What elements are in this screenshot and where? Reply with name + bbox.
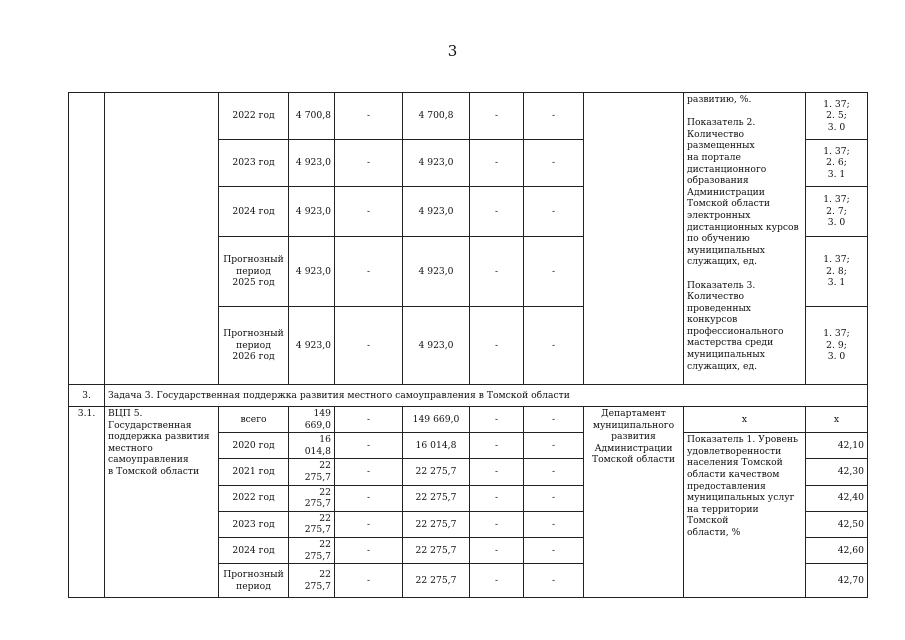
value-cell: 42,10 bbox=[806, 433, 868, 459]
period-cell: Прогнозный период 2026 год bbox=[219, 307, 289, 385]
total-cell: 4 923,0 bbox=[289, 307, 335, 385]
task-number: 3. bbox=[69, 385, 105, 407]
period-cell: Прогнозный период bbox=[219, 564, 289, 598]
total-cell: 22 275,7 bbox=[289, 511, 335, 537]
total-cell: 4 923,0 bbox=[289, 237, 335, 307]
municipal-cell: - bbox=[470, 511, 524, 537]
period-cell: 2023 год bbox=[219, 511, 289, 537]
federal-cell: - bbox=[335, 511, 403, 537]
value-cell: 42,60 bbox=[806, 537, 868, 563]
period-cell: всего bbox=[219, 407, 289, 433]
municipal-cell: - bbox=[470, 140, 524, 187]
regional-cell: 4 923,0 bbox=[403, 237, 470, 307]
period-cell: 2024 год bbox=[219, 187, 289, 237]
total-cell: 22 275,7 bbox=[289, 485, 335, 511]
municipal-cell: - bbox=[470, 237, 524, 307]
other-cell: - bbox=[524, 187, 584, 237]
total-cell: 16 014,8 bbox=[289, 433, 335, 459]
total-cell: 4 700,8 bbox=[289, 93, 335, 140]
value-header: x bbox=[806, 407, 868, 433]
indicators-cell: развитию, %. Показатель 2. Количество размещенных на портале дистанционного образования Администрации Томской области электронных дистанционных курсов по обучению муниципальных служащих, ед. Показатель 3. Количество проведенных конкурсов профессионального мастерства среди муниципальных служащих, ед. bbox=[684, 93, 806, 385]
regional-cell: 4 923,0 bbox=[403, 307, 470, 385]
federal-cell: - bbox=[335, 485, 403, 511]
table-row bbox=[69, 407, 868, 433]
total-cell: 4 923,0 bbox=[289, 187, 335, 237]
regional-cell: 16 014,8 bbox=[403, 433, 470, 459]
codes-cell: 1. 37; 2. 8; 3. 1 bbox=[806, 237, 868, 307]
municipal-cell: - bbox=[470, 485, 524, 511]
indicator-cell: Показатель 1. Уровень удовлетворенности населения Томской области качеством предоставления муниципальных услуг на территории Томской области, % bbox=[684, 433, 806, 598]
total-cell: 22 275,7 bbox=[289, 537, 335, 563]
regional-cell: 22 275,7 bbox=[403, 564, 470, 598]
period-cell: 2020 год bbox=[219, 433, 289, 459]
period-cell: Прогнозный период 2025 год bbox=[219, 237, 289, 307]
period-cell: 2022 год bbox=[219, 93, 289, 140]
municipal-cell: - bbox=[470, 93, 524, 140]
other-cell: - bbox=[524, 459, 584, 485]
other-cell: - bbox=[524, 433, 584, 459]
codes-cell: 1. 37; 2. 7; 3. 0 bbox=[806, 187, 868, 237]
indicator-header: x bbox=[684, 407, 806, 433]
federal-cell: - bbox=[335, 407, 403, 433]
other-cell: - bbox=[524, 140, 584, 187]
federal-cell: - bbox=[335, 237, 403, 307]
federal-cell: - bbox=[335, 433, 403, 459]
regional-cell: 22 275,7 bbox=[403, 511, 470, 537]
table-row bbox=[69, 93, 868, 140]
federal-cell: - bbox=[335, 564, 403, 598]
codes-cell: 1. 37; 2. 5; 3. 0 bbox=[806, 93, 868, 140]
codes-cell: 1. 37; 2. 9; 3. 0 bbox=[806, 307, 868, 385]
program-table bbox=[68, 92, 868, 598]
federal-cell: - bbox=[335, 187, 403, 237]
regional-cell: 22 275,7 bbox=[403, 485, 470, 511]
regional-cell: 4 923,0 bbox=[403, 140, 470, 187]
other-cell: - bbox=[524, 564, 584, 598]
period-cell: 2023 год bbox=[219, 140, 289, 187]
municipal-cell: - bbox=[470, 307, 524, 385]
total-cell: 4 923,0 bbox=[289, 140, 335, 187]
codes-cell: 1. 37; 2. 6; 3. 1 bbox=[806, 140, 868, 187]
period-cell: 2024 год bbox=[219, 537, 289, 563]
federal-cell: - bbox=[335, 459, 403, 485]
other-cell: - bbox=[524, 511, 584, 537]
other-cell: - bbox=[524, 93, 584, 140]
name-cell bbox=[105, 93, 219, 385]
municipal-cell: - bbox=[470, 537, 524, 563]
value-cell: 42,40 bbox=[806, 485, 868, 511]
municipal-cell: - bbox=[470, 433, 524, 459]
total-cell: 22 275,7 bbox=[289, 459, 335, 485]
page-number: 3 bbox=[447, 42, 458, 60]
total-cell: 22 275,7 bbox=[289, 564, 335, 598]
total-cell: 149 669,0 bbox=[289, 407, 335, 433]
task-row bbox=[69, 385, 868, 407]
regional-cell: 149 669,0 bbox=[403, 407, 470, 433]
department-cell: Департамент муниципального развития Администрации Томской области bbox=[584, 407, 684, 598]
other-cell: - bbox=[524, 407, 584, 433]
municipal-cell: - bbox=[470, 564, 524, 598]
regional-cell: 22 275,7 bbox=[403, 459, 470, 485]
municipal-cell: - bbox=[470, 459, 524, 485]
vcp-name: ВЦП 5. Государственная поддержка развития местного самоуправления в Томской области bbox=[105, 407, 219, 598]
other-cell: - bbox=[524, 307, 584, 385]
value-cell: 42,50 bbox=[806, 511, 868, 537]
federal-cell: - bbox=[335, 307, 403, 385]
task-title: Задача 3. Государственная поддержка развития местного самоуправления в Томской области bbox=[105, 385, 868, 407]
vcp-number: 3.1. bbox=[69, 407, 105, 598]
value-cell: 42,30 bbox=[806, 459, 868, 485]
period-cell: 2021 год bbox=[219, 459, 289, 485]
federal-cell: - bbox=[335, 140, 403, 187]
municipal-cell: - bbox=[470, 187, 524, 237]
num-cell bbox=[69, 93, 105, 385]
period-cell: 2022 год bbox=[219, 485, 289, 511]
federal-cell: - bbox=[335, 93, 403, 140]
municipal-cell: - bbox=[470, 407, 524, 433]
federal-cell: - bbox=[335, 537, 403, 563]
other-cell: - bbox=[524, 237, 584, 307]
value-cell: 42,70 bbox=[806, 564, 868, 598]
other-cell: - bbox=[524, 485, 584, 511]
regional-cell: 4 700,8 bbox=[403, 93, 470, 140]
regional-cell: 22 275,7 bbox=[403, 537, 470, 563]
other-cell: - bbox=[524, 537, 584, 563]
regional-cell: 4 923,0 bbox=[403, 187, 470, 237]
department-cell bbox=[584, 93, 684, 385]
